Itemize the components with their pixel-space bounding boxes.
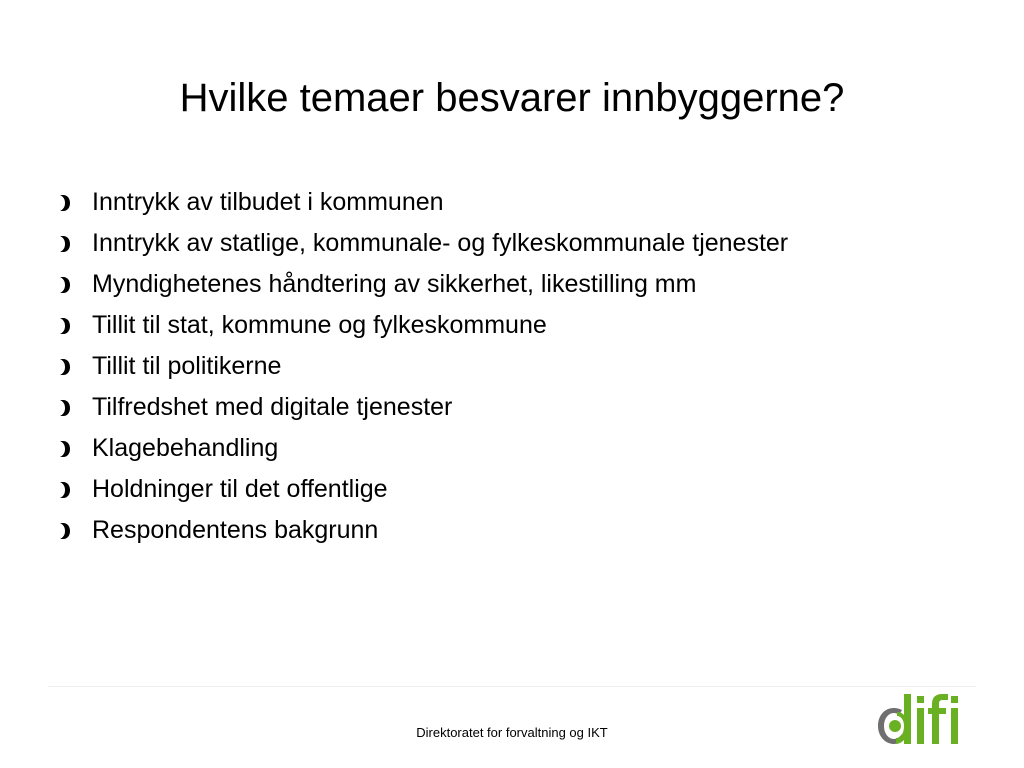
list-item (56, 264, 788, 305)
bullet-text: Klagebehandling (92, 434, 279, 462)
bullet-text: Tilfredshet med digitale tjenester (92, 393, 453, 421)
difi-logo (878, 694, 974, 748)
bullet-icon (59, 482, 70, 498)
bullet-text: Respondentens bakgrunn (92, 516, 379, 544)
bullet-text: Tillit til stat, kommune og fylkeskommune (92, 311, 547, 339)
list-item (56, 305, 788, 346)
bullet-text: Holdninger til det offentlige (92, 475, 388, 503)
footer-text: Direktoratet for forvaltning og IKT (416, 725, 608, 740)
bullet-text: Inntrykk av statlige, kommunale- og fylkeskommunale tjenester (92, 229, 789, 257)
bullet-text: Myndighetenes håndtering av sikkerhet, likestilling mm (92, 270, 697, 298)
bullet-icon (59, 359, 70, 375)
list-item (56, 510, 788, 551)
bullet-text: Tillit til politikerne (92, 352, 282, 380)
slide-title: Hvilke temaer besvarer innbyggerne? (179, 76, 845, 120)
bullet-icon (59, 236, 70, 252)
list-item (56, 346, 788, 387)
bullet-icon (59, 441, 70, 457)
bullet-icon (59, 277, 70, 293)
footer-divider (48, 686, 976, 687)
bullet-text: Inntrykk av tilbudet i kommunen (92, 188, 444, 216)
list-item (56, 469, 788, 510)
list-item (56, 182, 788, 223)
bullet-icon (59, 523, 70, 539)
bullet-icon (59, 400, 70, 416)
list-item (56, 223, 788, 264)
bullet-icon (59, 195, 70, 211)
list-item (56, 428, 788, 469)
list-item (56, 387, 788, 428)
bullet-list (56, 182, 788, 551)
bullet-icon (59, 318, 70, 334)
